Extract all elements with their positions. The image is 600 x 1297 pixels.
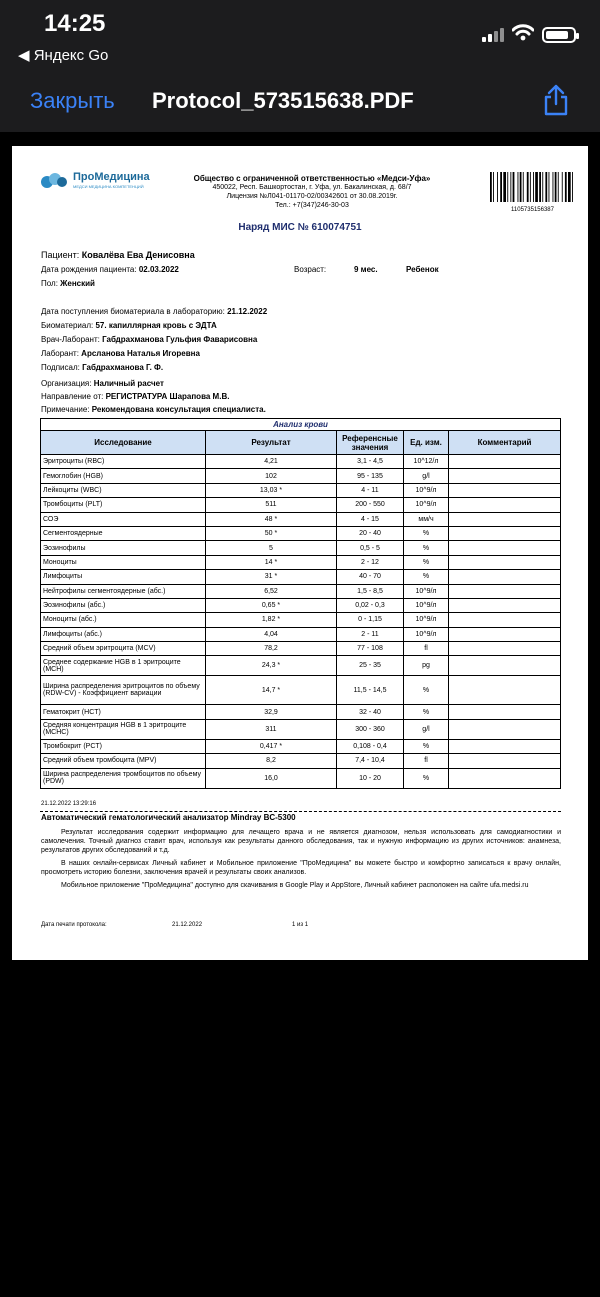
cell-comment [449, 613, 561, 627]
cell-unit: % [404, 739, 449, 753]
cell-unit: % [404, 705, 449, 719]
cell-comment [449, 705, 561, 719]
back-to-app-link[interactable]: ◀ Яндекс Go [18, 47, 109, 64]
barcode-number: 1105735156387 [511, 207, 554, 213]
barcode-bar [565, 172, 567, 202]
cell-unit: 10^9/л [404, 498, 449, 512]
cell-unit: 10^9/л [404, 584, 449, 598]
cell-reference: 25 - 35 [337, 656, 404, 676]
barcode-bar [507, 172, 508, 202]
table-row [41, 570, 561, 584]
age-line: Возраст: [294, 265, 327, 274]
header-comment: Комментарий [449, 431, 561, 455]
cell-result: 0,417 * [206, 739, 337, 753]
cell-reference: 0,02 - 0,3 [337, 598, 404, 612]
barcode-bar [539, 172, 541, 202]
cell-comment [449, 483, 561, 497]
cell-unit: % [404, 555, 449, 569]
table-row [41, 469, 561, 483]
cell-unit: мм/ч [404, 512, 449, 526]
cell-unit: % [404, 570, 449, 584]
result-timestamp: 21.12.2022 13:29:16 [41, 801, 97, 807]
cell-unit: % [404, 676, 449, 705]
table-row [41, 483, 561, 497]
table-row [41, 498, 561, 512]
dob-line: Дата рождения пациента: 02.03.2022 [41, 265, 179, 274]
cell-comment [449, 555, 561, 569]
cell-comment [449, 541, 561, 555]
cell-test: Тромбоциты (PLT) [41, 498, 206, 512]
barcode-bar [549, 172, 550, 202]
table-row [41, 584, 561, 598]
online-services-text: В наших онлайн-сервисах Личный кабинет и Мобильное приложение "ПроМедицина" вы можете быстро и комфортно записаться к врачу онлайн, просмотреть историю болезни, заключения врачей и результаты своих анализов. [41, 860, 561, 876]
cell-test: Среднее содержание HGB в 1 эритроците (MCH) [41, 656, 206, 676]
cell-comment [449, 627, 561, 641]
cell-reference: 11,5 - 14,5 [337, 676, 404, 705]
cell-result: 13,03 * [206, 483, 337, 497]
barcode-bar [568, 172, 571, 202]
table-row [41, 676, 561, 705]
barcode-bar [553, 172, 554, 202]
barcode-bar [530, 172, 531, 202]
referral-line: Направление от: РЕГИСТРАТУРА Шарапова М.В. [41, 392, 230, 401]
viewer-toolbar [0, 70, 600, 132]
cell-test: Моноциты (абс.) [41, 613, 206, 627]
cell-comment [449, 526, 561, 540]
cell-reference: 3,1 - 4,5 [337, 455, 404, 469]
battery-icon [542, 27, 576, 43]
cell-test: Тромбокрит (PCT) [41, 739, 206, 753]
header-unit: Ед. изм. [404, 431, 449, 455]
barcode-bar [542, 172, 543, 202]
organization-line: Организация: Наличный расчет [41, 379, 164, 388]
cell-comment [449, 455, 561, 469]
cell-comment [449, 512, 561, 526]
header-reference: Референсные значения [337, 431, 404, 455]
cell-comment [449, 570, 561, 584]
cell-test: Ширина распределения тромбоцитов по объему (PDW) [41, 768, 206, 788]
cell-result: 8,2 [206, 754, 337, 768]
cell-result: 6,52 [206, 584, 337, 598]
blood-test-table [40, 418, 561, 789]
cell-test: Лимфоциты [41, 570, 206, 584]
cell-comment [449, 584, 561, 598]
table-row [41, 455, 561, 469]
table-row [41, 768, 561, 788]
analyzer-name: Автоматический гематологический анализатор Mindray BC-5300 [41, 813, 296, 822]
cell-result: 311 [206, 719, 337, 739]
barcode-bar [533, 172, 534, 202]
cell-result: 24,3 * [206, 656, 337, 676]
organization-header: Общество с ограниченной ответственностью «Медси-Уфа» 450022, Респ. Башкортостан, г. Уфа, ул. Бакалинская, д. 68/7 Лицензия №Л041-01170-02/00342601 от 30.08.2019г. Тел.: +7(347)246-30-03 [193, 174, 431, 209]
barcode-bar [510, 172, 511, 202]
barcode-bar [558, 172, 559, 202]
table-row [41, 705, 561, 719]
table-row [41, 656, 561, 676]
print-date: 21.12.2022 [172, 922, 203, 928]
cell-reference: 0,108 - 0,4 [337, 739, 404, 753]
barcode-bar [497, 172, 498, 202]
cell-result: 32,9 [206, 705, 337, 719]
barcode-bar [493, 172, 494, 202]
received-line: Дата поступления биоматериала в лабораторию: 21.12.2022 [41, 307, 268, 316]
cell-test: Сегментоядерные [41, 526, 206, 540]
cellular-signal-icon [482, 28, 504, 42]
barcode-bar [545, 172, 547, 202]
table-row [41, 754, 561, 768]
table-row [41, 512, 561, 526]
cell-comment [449, 642, 561, 656]
cell-reference: 10 - 20 [337, 768, 404, 788]
table-row [41, 613, 561, 627]
cell-test: Средний объем тромбоцита (MPV) [41, 754, 206, 768]
cell-test: Эозинофилы [41, 541, 206, 555]
page-counter: 1 из 1 [292, 922, 309, 928]
cell-comment [449, 754, 561, 768]
close-button[interactable]: Закрыть [30, 88, 115, 113]
cell-comment [449, 656, 561, 676]
cell-result: 0,65 * [206, 598, 337, 612]
cell-reference: 77 - 108 [337, 642, 404, 656]
barcode-bar [490, 172, 492, 202]
table-row [41, 719, 561, 739]
signed-line: Подписал: Габдрахманова Г. Ф. [41, 363, 164, 372]
cell-unit: % [404, 541, 449, 555]
cell-reference: 40 - 70 [337, 570, 404, 584]
cell-result: 31 * [206, 570, 337, 584]
cell-result: 14 * [206, 555, 337, 569]
cell-unit: % [404, 526, 449, 540]
cell-reference: 2 - 11 [337, 627, 404, 641]
cell-unit: 10^9/л [404, 627, 449, 641]
table-caption: Анализ крови [41, 419, 561, 431]
barcode-bar [520, 172, 522, 202]
order-title: Наряд МИС № 610074751 [238, 222, 362, 233]
cell-reference: 200 - 550 [337, 498, 404, 512]
cell-test: Эозинофилы (абс.) [41, 598, 206, 612]
barcode-bar [518, 172, 519, 202]
barcode-bar [527, 172, 529, 202]
barcode [490, 172, 575, 213]
cell-unit: 10^9/л [404, 598, 449, 612]
patient-line: Пациент: Ковалёва Ева Денисовна [41, 250, 195, 260]
barcode-bar [500, 172, 502, 202]
cell-test: Ширина распределения эритроцитов по объему (RDW-CV) - Коэффициент вариации [41, 676, 206, 705]
age-group: Ребенок [406, 265, 439, 274]
document-title: Protocol_573515638.PDF [152, 88, 414, 113]
cell-reference: 32 - 40 [337, 705, 404, 719]
table-row [41, 526, 561, 540]
cell-comment [449, 469, 561, 483]
table-row [41, 642, 561, 656]
barcode-bar [513, 172, 515, 202]
mobile-app-text: Мобильное приложение "ПроМедицина" доступно для скачивания в Google Play и AppStore, Личный кабинет расположен на сайте ufa.medsi.ru [61, 882, 529, 889]
cell-result: 78,2 [206, 642, 337, 656]
cell-result: 1,82 * [206, 613, 337, 627]
table-row [41, 555, 561, 569]
wifi-icon [512, 23, 534, 41]
cell-test: Эритроциты (RBC) [41, 455, 206, 469]
cell-unit: % [404, 768, 449, 788]
pdf-page [12, 146, 588, 960]
cell-unit: pg [404, 656, 449, 676]
cell-reference: 1,5 - 8,5 [337, 584, 404, 598]
barcode-icon [490, 172, 575, 202]
clinic-logo: ПроМедицина МЕДСИ МЕДИЦИНА КОМПЕТЕНЦИЙ [40, 170, 150, 190]
cell-comment [449, 719, 561, 739]
print-date-label: Дата печати протокола: [41, 922, 107, 928]
share-icon[interactable] [542, 84, 570, 116]
table-row [41, 598, 561, 612]
clock: 14:25 [44, 10, 106, 37]
cell-result: 16,0 [206, 768, 337, 788]
cell-result: 4,04 [206, 627, 337, 641]
cell-unit: 10^12/л [404, 455, 449, 469]
cell-test: Лимфоциты (абс.) [41, 627, 206, 641]
cell-reference: 95 - 135 [337, 469, 404, 483]
cell-test: Лейкоциты (WBC) [41, 483, 206, 497]
cell-reference: 7,4 - 10,4 [337, 754, 404, 768]
cell-result: 5 [206, 541, 337, 555]
header-result: Результат [206, 431, 337, 455]
cell-test: Средний объем эритроцита (MCV) [41, 642, 206, 656]
cell-reference: 0,5 - 5 [337, 541, 404, 555]
cell-reference: 4 - 15 [337, 512, 404, 526]
cell-result: 102 [206, 469, 337, 483]
cell-comment [449, 739, 561, 753]
table-row [41, 627, 561, 641]
cell-reference: 2 - 12 [337, 555, 404, 569]
cell-comment [449, 676, 561, 705]
cell-result: 511 [206, 498, 337, 512]
cell-test: Нейтрофилы сегментоядерные (абс.) [41, 584, 206, 598]
cell-unit: fl [404, 754, 449, 768]
barcode-bar [572, 172, 573, 202]
cell-reference: 20 - 40 [337, 526, 404, 540]
header-test: Исследование [41, 431, 206, 455]
note-line: Примечание: Рекомендована консультация специалиста. [41, 405, 266, 414]
cell-result: 50 * [206, 526, 337, 540]
cell-test: Средняя концентрация HGB в 1 эритроците (MCHC) [41, 719, 206, 739]
cell-result: 4,21 [206, 455, 337, 469]
barcode-bar [535, 172, 538, 202]
cell-result: 14,7 * [206, 676, 337, 705]
biomaterial-line: Биоматериал: 57. капиллярная кровь с ЭДТА [41, 321, 217, 330]
disclaimer-text: Результат исследования содержит информацию для лечащего врача и не является диагнозом, нельзя использовать для самодиагностики и самолечения. Точный диагноз ставит врач, используя как результаты данного обследования, так и нужную информацию из других источников: анамнеза, результатов других обследований и т.д. [41, 829, 561, 854]
cell-test: Гемоглобин (HGB) [41, 469, 206, 483]
logo-mark-icon [40, 170, 70, 190]
barcode-bar [555, 172, 557, 202]
age-value: 9 мес. [354, 265, 378, 274]
cell-unit: g/l [404, 469, 449, 483]
cell-result: 48 * [206, 512, 337, 526]
cell-reference: 4 - 11 [337, 483, 404, 497]
cell-test: СОЭ [41, 512, 206, 526]
cell-comment [449, 598, 561, 612]
status-bar [0, 0, 600, 70]
cell-unit: 10^9/л [404, 613, 449, 627]
cell-unit: g/l [404, 719, 449, 739]
doctor-line: Врач-Лаборант: Габдрахманова Гульфия Фаварисовна [41, 335, 258, 344]
barcode-bar [503, 172, 506, 202]
sex-line: Пол: Женский [41, 279, 95, 288]
table-row [41, 541, 561, 555]
divider [40, 811, 561, 812]
cell-comment [449, 498, 561, 512]
cell-unit: fl [404, 642, 449, 656]
cell-reference: 300 - 360 [337, 719, 404, 739]
lab-assistant-line: Лаборант: Арсланова Наталья Игоревна [41, 349, 200, 358]
cell-test: Моноциты [41, 555, 206, 569]
cell-test: Гематокрит (HCT) [41, 705, 206, 719]
cell-unit: 10^9/л [404, 483, 449, 497]
cell-comment [449, 768, 561, 788]
table-row [41, 739, 561, 753]
barcode-bar [523, 172, 524, 202]
cell-reference: 0 - 1,15 [337, 613, 404, 627]
barcode-bar [562, 172, 563, 202]
